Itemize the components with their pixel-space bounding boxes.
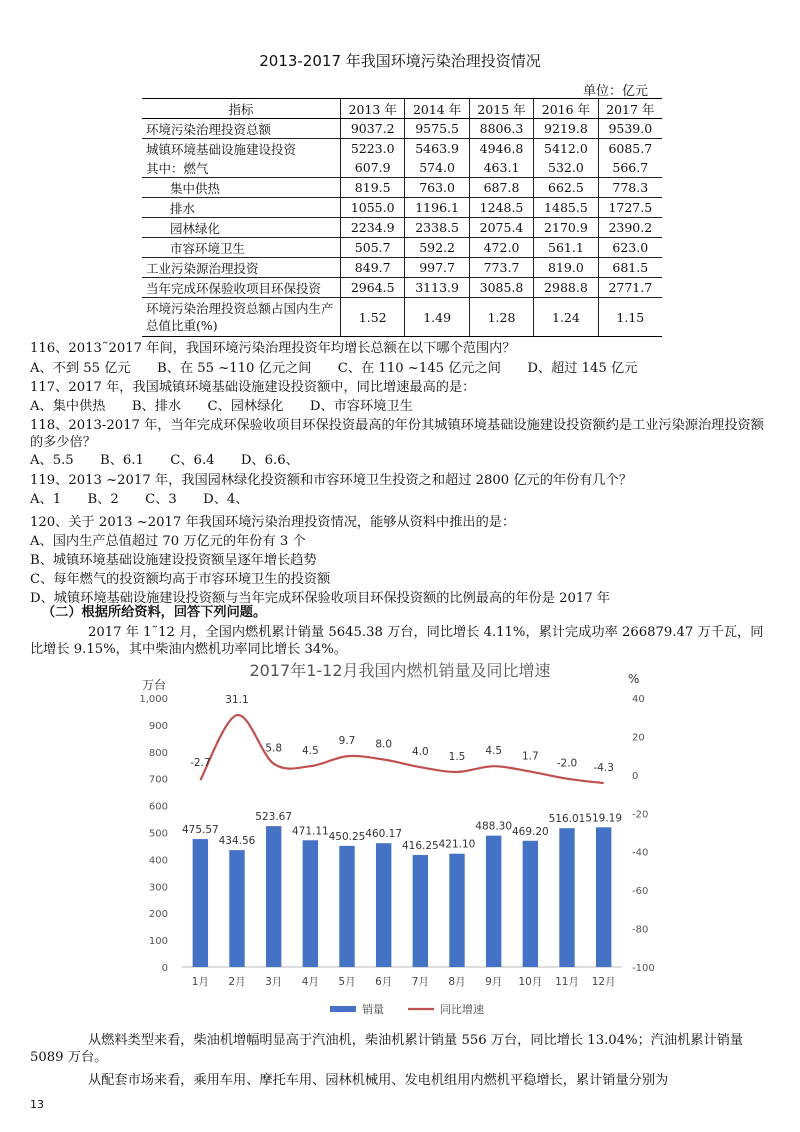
bar (376, 843, 391, 967)
bar-value-label: 450.25 (328, 830, 366, 843)
cell: 1.24 (534, 298, 598, 337)
table-header: 2015 年 (469, 99, 533, 119)
bar (596, 827, 611, 967)
cell: 819.5 (341, 178, 405, 198)
x-tick-label: 3月 (265, 976, 283, 988)
x-tick-label: 12月 (591, 976, 616, 988)
line-value-label: 1.7 (521, 750, 539, 763)
right-tick-label: -80 (632, 924, 649, 936)
cell: 681.5 (598, 258, 662, 278)
bar-value-label: 416.25 (401, 840, 439, 853)
bar (193, 839, 208, 967)
bar (523, 841, 538, 967)
table-header: 2014 年 (405, 99, 469, 119)
question-120-option-a: A、国内生产总值超过 70 万亿元的年份有 3 个 (30, 534, 306, 549)
cell: 662.5 (534, 178, 598, 198)
cell: 532.0 (534, 158, 598, 178)
table-header: 2017 年 (598, 99, 662, 119)
cell: 5463.9 (405, 139, 469, 159)
x-tick-label: 7月 (411, 976, 429, 988)
table-header-row (142, 99, 662, 119)
line-value-label: -2.7 (190, 757, 211, 770)
question-116-options: A、不到 55 亿元 B、在 55 ~110 亿元之间 C、在 110 ~145 亿元之间 D、超过 145 亿元 (30, 361, 638, 376)
bar (339, 846, 354, 967)
cell: 566.7 (598, 158, 662, 178)
cell: 2390.2 (598, 218, 662, 238)
bar-value-label: 471.11 (291, 825, 329, 838)
right-tick-label: 0 (632, 770, 639, 782)
paragraph: 2017 年 1˜12 月，全国内燃机累计销量 5645.38 万台，同比增长 4.11%，累计完成功率 266879.47 万千瓦，同比增长 9.15%，其中柴油内燃机功率同比增长 34%。 (30, 625, 764, 657)
question-120: 120、关于 2013 ~2017 年我国环境污染治理投资情况，能够从资料中推出的是： (30, 515, 516, 530)
cell: 1196.1 (405, 198, 469, 218)
question-118: 118、2013-2017 年，当年完成环保验收项目环保投资最高的年份其城镇环境基础设施建设投资额约是工业污染源治理投资额的多少倍？ (30, 418, 764, 450)
row-label: 排水 (142, 198, 341, 218)
sales-chart (0, 650, 800, 1020)
section-heading: （二）根据所给资料，回答下列问题。 (42, 605, 267, 620)
table-header: 2016 年 (534, 99, 598, 119)
bar (486, 836, 501, 967)
cell: 592.2 (405, 238, 469, 258)
left-tick-label: 100 (148, 936, 168, 948)
row-label: 城镇环境基础设施建设投资 (142, 139, 341, 159)
table-row (142, 158, 662, 178)
x-tick-label: 5月 (338, 976, 356, 988)
page-number: 13 (30, 1098, 44, 1111)
cell: 1727.5 (598, 198, 662, 218)
table-header: 指标 (142, 99, 341, 119)
bar (266, 826, 281, 967)
table-row (142, 178, 662, 198)
cell: 1485.5 (534, 198, 598, 218)
left-tick-label: 900 (148, 720, 168, 732)
bar-value-label: 421.10 (438, 838, 476, 851)
paragraph: 从燃料类型来看，柴油机增幅明显高于汽油机，柴油机累计销量 556 万台，同比增长 13.04%；汽油机累计销量 5089 万台。 (30, 1033, 744, 1065)
question-119-options: A、1 B、2 C、3 D、4、 (30, 492, 249, 507)
line-value-label: -2.0 (556, 757, 578, 770)
question-118-options: A、5.5 B、6.1 C、6.4 D、6.6、 (30, 453, 299, 468)
investment-table (142, 98, 662, 337)
line-value-label: 9.7 (338, 735, 356, 748)
left-tick-label: 800 (148, 747, 168, 759)
x-tick-label: 9月 (485, 976, 503, 988)
cell: 9219.8 (534, 119, 598, 139)
cell: 2771.7 (598, 278, 662, 298)
bar (229, 850, 244, 967)
line-value-label: -4.3 (593, 762, 614, 775)
right-tick-label: -20 (632, 809, 649, 821)
question-119: 119、2013 ~2017 年，我国园林绿化投资额和市容环境卫生投资之和超过 2800 亿元的年份有几个？ (30, 473, 633, 488)
cell: 4946.8 (469, 139, 533, 159)
table-row (142, 198, 662, 218)
line-value-label: 8.0 (375, 738, 393, 751)
bar (559, 828, 574, 967)
line-value-label: 1.5 (448, 750, 466, 763)
question-117: 117、2017 年，我国城镇环境基础设施建设投资额中，同比增速最高的是： (30, 380, 476, 395)
right-tick-label: -100 (632, 963, 655, 974)
x-tick-label: 10月 (518, 976, 543, 988)
cell: 2988.8 (534, 278, 598, 298)
cell: 9539.0 (598, 119, 662, 139)
question-120-option-d: D、城镇环境基础设施建设投资额与当年完成环保验收项目环保投资额的比例最高的年份是 2017 年 (30, 591, 611, 606)
cell: 763.0 (405, 178, 469, 198)
cell: 2170.9 (534, 218, 598, 238)
row-label: 其中：燃气 (146, 160, 209, 176)
line-value-label: 31.1 (225, 694, 249, 707)
growth-line (200, 715, 603, 783)
x-tick-label: 11月 (555, 976, 579, 988)
row-label: 工业污染源治理投资 (142, 258, 341, 278)
cell: 819.0 (534, 258, 598, 278)
cell: 2234.9 (341, 218, 405, 238)
row-label: 环境污染治理投资总额 (142, 119, 341, 139)
left-tick-label: 600 (148, 801, 168, 813)
bar-value-label: 434.56 (218, 835, 256, 848)
table-row (142, 139, 662, 159)
right-axis-label: % (628, 672, 640, 686)
cell: 8806.3 (469, 119, 533, 139)
paragraph: 从配套市场来看，乘用车用、摩托车用、园林机械用、发电机组用内燃机平稳增长，累计销量分别为 (88, 1073, 669, 1088)
left-tick-label: 400 (148, 855, 168, 867)
cell: 3113.9 (405, 278, 469, 298)
cell: 773.7 (469, 258, 533, 278)
bar-value-label: 516.01 (548, 813, 586, 826)
left-tick-label: 500 (148, 828, 168, 840)
bar-value-label: 475.57 (181, 824, 219, 837)
right-tick-label: -40 (632, 847, 649, 859)
x-tick-label: 1月 (191, 976, 209, 988)
line-value-label: 4.0 (411, 746, 429, 759)
cell: 472.0 (469, 238, 533, 258)
table-row (142, 258, 662, 278)
cell: 778.3 (598, 178, 662, 198)
cell: 574.0 (405, 158, 469, 178)
left-tick-label: 300 (148, 882, 168, 894)
x-tick-label: 8月 (448, 976, 466, 988)
line-value-label: 4.5 (485, 745, 503, 758)
line-value-label: 4.5 (301, 745, 319, 758)
table-row (142, 119, 662, 139)
table-unit: 单位：亿元 (582, 84, 648, 99)
cell: 3085.8 (469, 278, 533, 298)
table-row (142, 238, 662, 258)
legend-label: 同比增速 (440, 1003, 484, 1016)
cell: 1.49 (405, 298, 469, 337)
cell: 505.7 (341, 238, 405, 258)
cell: 1248.5 (469, 198, 533, 218)
left-tick-label: 1,000 (139, 694, 168, 705)
left-tick-label: 200 (148, 909, 168, 921)
table-row (142, 218, 662, 238)
cell: 997.7 (405, 258, 469, 278)
table-row (142, 278, 662, 298)
cell: 1.52 (341, 298, 405, 337)
bar (413, 855, 428, 967)
left-tick-label: 0 (161, 963, 168, 974)
question-117-options: A、集中供热 B、排水 C、园林绿化 D、市容环境卫生 (30, 399, 413, 414)
cell: 2075.4 (469, 218, 533, 238)
table-row (142, 298, 662, 337)
row-label: 环境污染治理投资总额占国内生产总值比重(%) (142, 298, 341, 337)
cell: 9037.2 (341, 119, 405, 139)
bar-value-label: 460.17 (365, 828, 403, 841)
cell: 607.9 (341, 158, 405, 178)
bar-value-label: 488.30 (475, 820, 513, 833)
cell: 463.1 (469, 158, 533, 178)
cell: 9575.5 (405, 119, 469, 139)
bar (449, 854, 464, 967)
cell: 561.1 (534, 238, 598, 258)
line-value-label: 5.8 (265, 742, 283, 755)
question-120-option-c: C、每年燃气的投资额均高于市容环境卫生的投资额 (30, 572, 331, 587)
cell: 623.0 (598, 238, 662, 258)
question-120-option-b: B、城镇环境基础设施建设投资额呈逐年增长趋势 (30, 553, 317, 568)
left-tick-label: 700 (148, 774, 168, 786)
table-title: 2013-2017 年我国环境污染治理投资情况 (259, 52, 541, 70)
x-tick-label: 2月 (228, 976, 246, 988)
bar-value-label: 469.20 (511, 825, 549, 838)
x-tick-label: 4月 (301, 976, 319, 988)
row-label: 集中供热 (142, 178, 341, 198)
cell: 687.8 (469, 178, 533, 198)
legend-label: 销量 (362, 1003, 384, 1016)
bar-value-label: 519.19 (585, 812, 623, 825)
row-label: 市容环境卫生 (142, 238, 341, 258)
bar-value-label: 523.67 (255, 811, 293, 824)
cell: 1.15 (598, 298, 662, 337)
right-tick-label: -60 (632, 886, 649, 898)
row-label: 当年完成环保验收项目环保投资 (142, 278, 341, 298)
question-116: 116、2013˜2017 年间，我国环境污染治理投资年均增长总额在以下哪个范围内？ (30, 341, 516, 356)
left-axis-label: 万台 (142, 678, 167, 692)
cell: 6085.7 (598, 139, 662, 159)
right-tick-label: 20 (632, 732, 645, 744)
cell: 2964.5 (341, 278, 405, 298)
row-label: 园林绿化 (142, 218, 341, 238)
cell: 1.28 (469, 298, 533, 337)
cell: 1055.0 (341, 198, 405, 218)
table-header: 2013 年 (341, 99, 405, 119)
cell: 849.7 (341, 258, 405, 278)
cell: 5223.0 (341, 139, 405, 159)
chart-title: 2017年1-12月我国内燃机销量及同比增速 (249, 661, 551, 680)
cell: 2338.5 (405, 218, 469, 238)
right-tick-label: 40 (632, 694, 645, 705)
bar (303, 840, 318, 967)
x-tick-label: 6月 (375, 976, 393, 988)
cell: 5412.0 (534, 139, 598, 159)
legend-swatch-bar (330, 1006, 356, 1012)
